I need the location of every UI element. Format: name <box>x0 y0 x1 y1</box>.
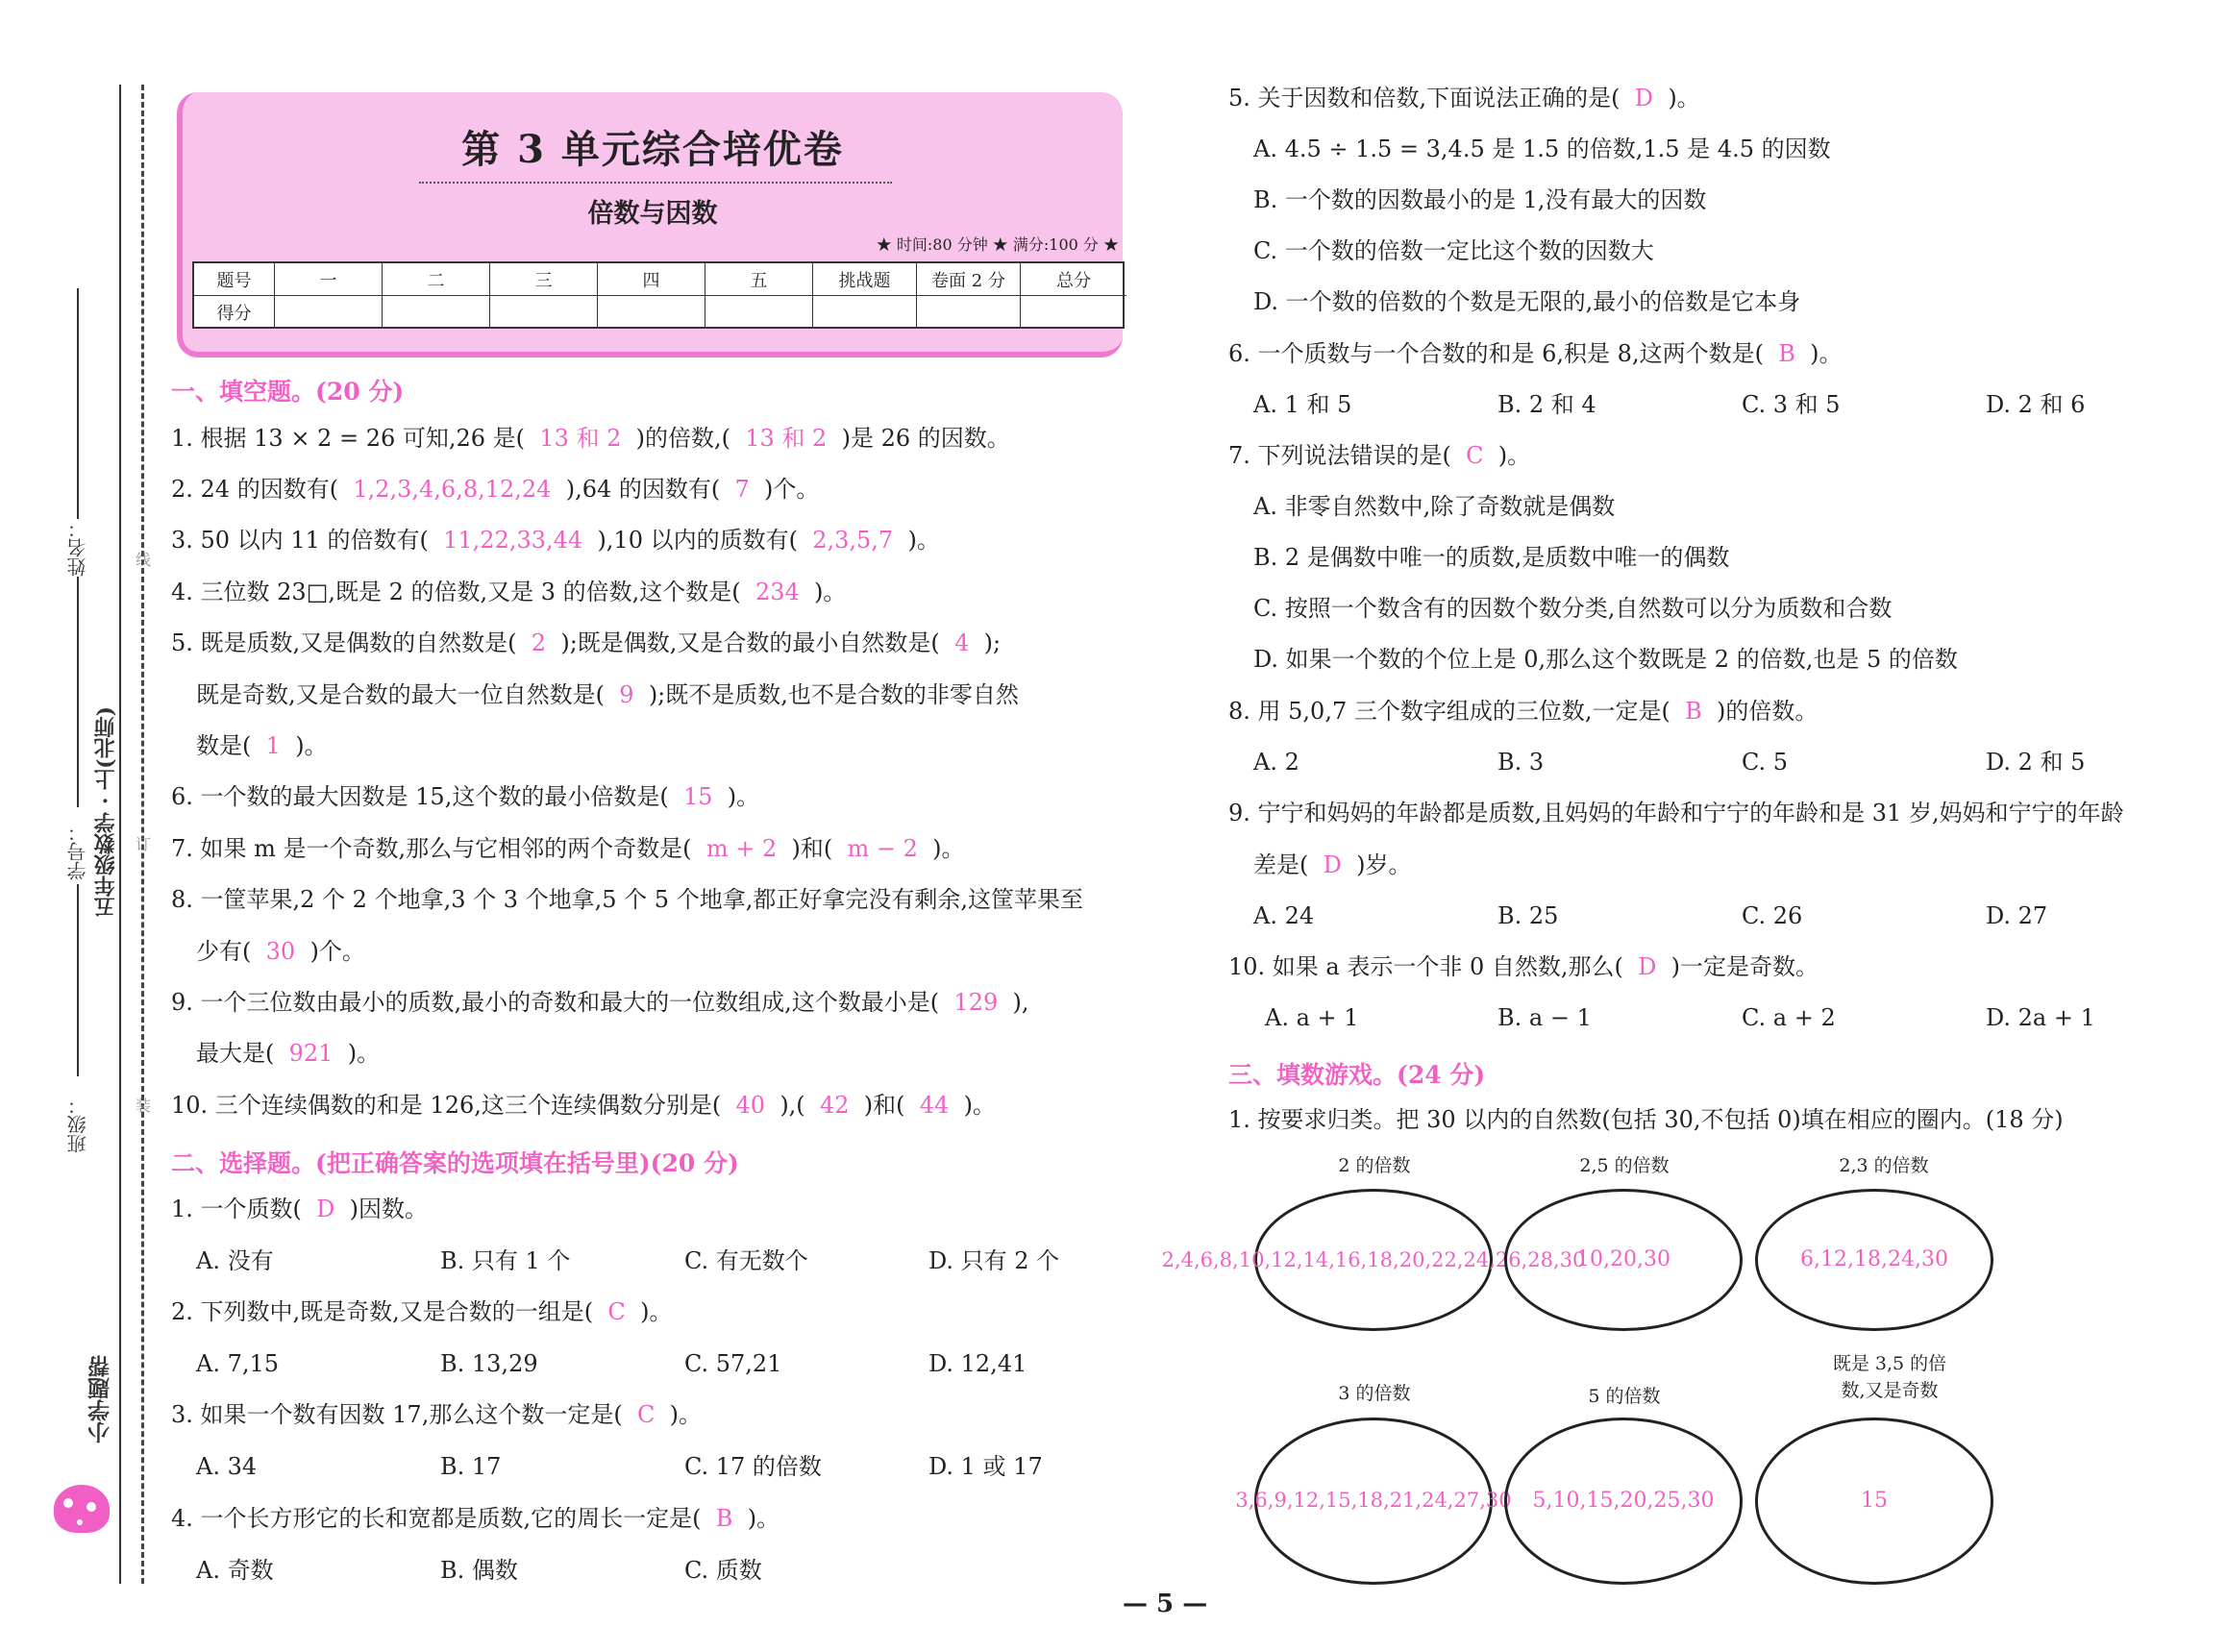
option[interactable]: C. 一个数的倍数一定比这个数的因数大 <box>1253 237 1654 264</box>
option[interactable]: A. a + 1 <box>1265 1004 1359 1031</box>
option[interactable]: B. 偶数 <box>440 1557 518 1584</box>
option[interactable]: D. 2 和 5 <box>1986 749 2086 776</box>
question: 6. 一个数的最大因数是 15,这个数的最小倍数是( 15 )。 <box>171 783 760 810</box>
score-cell[interactable] <box>813 296 917 329</box>
score-cell[interactable] <box>275 296 383 329</box>
score-cell[interactable] <box>490 296 598 329</box>
option[interactable]: C. 有无数个 <box>684 1247 808 1274</box>
question: 8. 用 5,0,7 三个数字组成的三位数,一定是( B )的倍数。 <box>1228 698 1819 725</box>
question: 9. 一个三位数由最小的质数,最小的奇数和最大的一位数组成,这个数最小是( 129 ), <box>171 989 1029 1016</box>
page-number: — 5 — <box>1123 1590 1208 1618</box>
option[interactable]: D. 12,41 <box>928 1350 1027 1377</box>
score-head: 一 <box>275 263 383 296</box>
score-cell[interactable] <box>598 296 705 329</box>
option[interactable]: B. 2 和 4 <box>1497 391 1596 418</box>
exam-time: ★ 时间:80 分钟 ★ 满分:100 分 ★ <box>876 235 1119 254</box>
question: 1. 按要求归类。把 30 以内的自然数(包括 30,不包括 0)填在相应的圈内。(18 分) <box>1228 1106 2064 1133</box>
section-2-title: 二、选择题。(把正确答案的选项填在括号里)(20 分) <box>171 1149 739 1177</box>
name-label: 姓名： <box>66 519 89 577</box>
option[interactable]: D. 2a + 1 <box>1986 1004 2095 1031</box>
score-head: 挑战题 <box>813 263 917 296</box>
score-head: 三 <box>490 263 598 296</box>
circle-label: 既是 3,5 的倍数,又是奇数 <box>1832 1353 1947 1401</box>
score-cell[interactable] <box>383 296 490 329</box>
question: 4. 一个长方形它的长和宽都是质数,它的周长一定是( B )。 <box>171 1505 780 1532</box>
score-head: 二 <box>383 263 490 296</box>
brand-label: 小学题帮 <box>87 1355 113 1443</box>
question: 少有( 30 )个。 <box>196 938 365 965</box>
book-label: 五年级数学 · 上(北师) <box>93 706 118 918</box>
question: 7. 如果 m 是一个奇数,那么与它相邻的两个奇数是( m + 2 )和( m − 2 )。 <box>171 835 965 862</box>
question: 3. 50 以内 11 的倍数有( 11,22,33,44 ),10 以内的质数有( 2,3,5,7 )。 <box>171 527 940 554</box>
option[interactable]: C. 质数 <box>684 1557 762 1584</box>
option[interactable]: B. 13,29 <box>440 1350 538 1377</box>
circle-answer[interactable]: 3,6,9,12,15,18,21,24,27,30 <box>1254 1418 1493 1585</box>
circle-answer[interactable]: 15 <box>1755 1418 1993 1585</box>
option[interactable]: D. 1 或 17 <box>928 1453 1043 1480</box>
option[interactable]: B. a − 1 <box>1497 1004 1592 1031</box>
score-table <box>192 261 1125 329</box>
option[interactable]: D. 只有 2 个 <box>928 1247 1060 1274</box>
question: 7. 下列说法错误的是( C )。 <box>1228 442 1531 469</box>
circle-answer[interactable]: 10,20,30 <box>1504 1189 1743 1331</box>
option[interactable]: A. 7,15 <box>196 1350 280 1377</box>
section-3-title: 三、填数游戏。(24 分) <box>1228 1061 1486 1089</box>
question: 最大是( 921 )。 <box>196 1040 381 1067</box>
score-head: 题号 <box>194 263 275 296</box>
line-mark: 线 <box>136 551 152 569</box>
option[interactable]: C. a + 2 <box>1742 1004 1836 1031</box>
circle-label: 2 的倍数 <box>1338 1155 1411 1176</box>
circle-answer[interactable]: 2,4,6,8,10,12,14,16,18,20,22,24,26,28,30 <box>1254 1189 1493 1331</box>
id-line <box>77 577 79 807</box>
question: 差是( D )岁。 <box>1253 851 1412 878</box>
section-1-title: 一、填空题。(20 分) <box>171 378 405 406</box>
option[interactable]: A. 没有 <box>196 1247 274 1274</box>
option[interactable]: A. 非零自然数中,除了奇数就是偶数 <box>1253 493 1616 520</box>
circle-label: 3 的倍数 <box>1338 1383 1411 1404</box>
question: 4. 三位数 23□,既是 2 的倍数,又是 3 的倍数,这个数是( 234 )。 <box>171 579 847 605</box>
question: 2. 24 的因数有( 1,2,3,4,6,8,12,24 ),64 的因数有( 7 )个。 <box>171 476 820 503</box>
question: 3. 如果一个数有因数 17,那么这个数一定是( C )。 <box>171 1401 702 1428</box>
question: 8. 一筐苹果,2 个 2 个地拿,3 个 3 个地拿,5 个 5 个地拿,都正好拿完没有剩余,这筐苹果至 <box>171 886 1083 913</box>
circle-label: 2,5 的倍数 <box>1579 1155 1670 1176</box>
option[interactable]: C. 57,21 <box>684 1350 782 1377</box>
option[interactable]: D. 如果一个数的个位上是 0,那么这个数既是 2 的倍数,也是 5 的倍数 <box>1253 646 1958 673</box>
circle-answer[interactable]: 6,12,18,24,30 <box>1755 1189 1993 1331</box>
question: 既是奇数,又是合数的最大一位自然数是( 9 );既不是质数,也不是合数的非零自然 <box>196 681 1019 708</box>
option[interactable]: B. 一个数的因数最小的是 1,没有最大的因数 <box>1253 186 1707 213</box>
option[interactable]: C. 3 和 5 <box>1742 391 1841 418</box>
score-cell[interactable] <box>1021 296 1126 329</box>
option[interactable]: B. 2 是偶数中唯一的质数,是质数中唯一的偶数 <box>1253 544 1730 571</box>
option[interactable]: C. 5 <box>1742 749 1789 776</box>
option[interactable]: A. 4.5 ÷ 1.5 = 3,4.5 是 1.5 的倍数,1.5 是 4.5 的因数 <box>1253 136 1831 162</box>
bind-mark: 装 <box>136 1097 152 1115</box>
mushroom-logo-icon <box>54 1485 110 1533</box>
question: 9. 宁宁和妈妈的年龄都是质数,且妈妈的年龄和宁宁的年龄和是 31 岁,妈妈和宁宁的年龄 <box>1228 800 2124 826</box>
option[interactable]: B. 25 <box>1497 902 1559 929</box>
option[interactable]: B. 3 <box>1497 749 1545 776</box>
option[interactable]: C. 26 <box>1742 902 1803 929</box>
page-subtitle: 倍数与因数 <box>587 199 718 229</box>
option[interactable]: B. 只有 1 个 <box>440 1247 571 1274</box>
option[interactable]: A. 2 <box>1253 749 1299 776</box>
score-head: 四 <box>598 263 705 296</box>
score-head: 五 <box>705 263 813 296</box>
question: 6. 一个质数与一个合数的和是 6,积是 8,这两个数是( B )。 <box>1228 340 1843 367</box>
class-label: 班级： <box>66 1096 89 1153</box>
option[interactable]: A. 24 <box>1253 902 1315 929</box>
question: 10. 如果 a 表示一个非 0 自然数,那么( D )一定是奇数。 <box>1228 953 1819 980</box>
score-head: 卷面 2 分 <box>917 263 1021 296</box>
option[interactable]: B. 17 <box>440 1453 502 1480</box>
option[interactable]: C. 17 的倍数 <box>684 1453 822 1480</box>
circle-answer[interactable]: 5,10,15,20,25,30 <box>1504 1418 1743 1585</box>
header-box <box>177 92 1123 358</box>
option[interactable]: A. 1 和 5 <box>1253 391 1352 418</box>
option[interactable]: D. 2 和 6 <box>1986 391 2086 418</box>
question: 5. 关于因数和倍数,下面说法正确的是( D )。 <box>1228 85 1700 111</box>
question: 1. 一个质数( D )因数。 <box>171 1196 429 1222</box>
question: 10. 三个连续偶数的和是 126,这三个连续偶数分别是( 40 ),( 42 )和( 44 )。 <box>171 1092 996 1119</box>
option[interactable]: A. 奇数 <box>196 1557 274 1584</box>
score-cell[interactable] <box>917 296 1021 329</box>
page-title: 第 3 单元综合培优卷 <box>461 127 844 172</box>
option[interactable]: C. 按照一个数含有的因数个数分类,自然数可以分为质数和合数 <box>1253 595 1893 622</box>
class-line <box>77 884 79 1076</box>
id-label: 学号： <box>66 823 89 880</box>
score-head: 总分 <box>1021 263 1126 296</box>
score-row-label: 得分 <box>194 296 275 329</box>
question: 5. 既是质数,又是偶数的自然数是( 2 );既是偶数,又是合数的最小自然数是( 4 ); <box>171 629 1002 656</box>
circle-label: 5 的倍数 <box>1588 1386 1661 1407</box>
question: 2. 下列数中,既是奇数,又是合数的一组是( C )。 <box>171 1298 673 1325</box>
title-divider <box>419 182 892 184</box>
question: 1. 根据 13 × 2 = 26 可知,26 是( 13 和 2 )的倍数,( 13 和 2 )是 26 的因数。 <box>171 425 1010 452</box>
question: 数是( 1 )。 <box>196 732 328 759</box>
option[interactable]: A. 34 <box>196 1453 258 1480</box>
option[interactable]: D. 27 <box>1986 902 2048 929</box>
circle-label: 2,3 的倍数 <box>1839 1155 1929 1176</box>
binding-line-2 <box>77 288 79 519</box>
score-cell[interactable] <box>705 296 813 329</box>
option[interactable]: D. 一个数的倍数的个数是无限的,最小的倍数是它本身 <box>1253 288 1801 315</box>
order-mark: 订 <box>136 835 152 853</box>
